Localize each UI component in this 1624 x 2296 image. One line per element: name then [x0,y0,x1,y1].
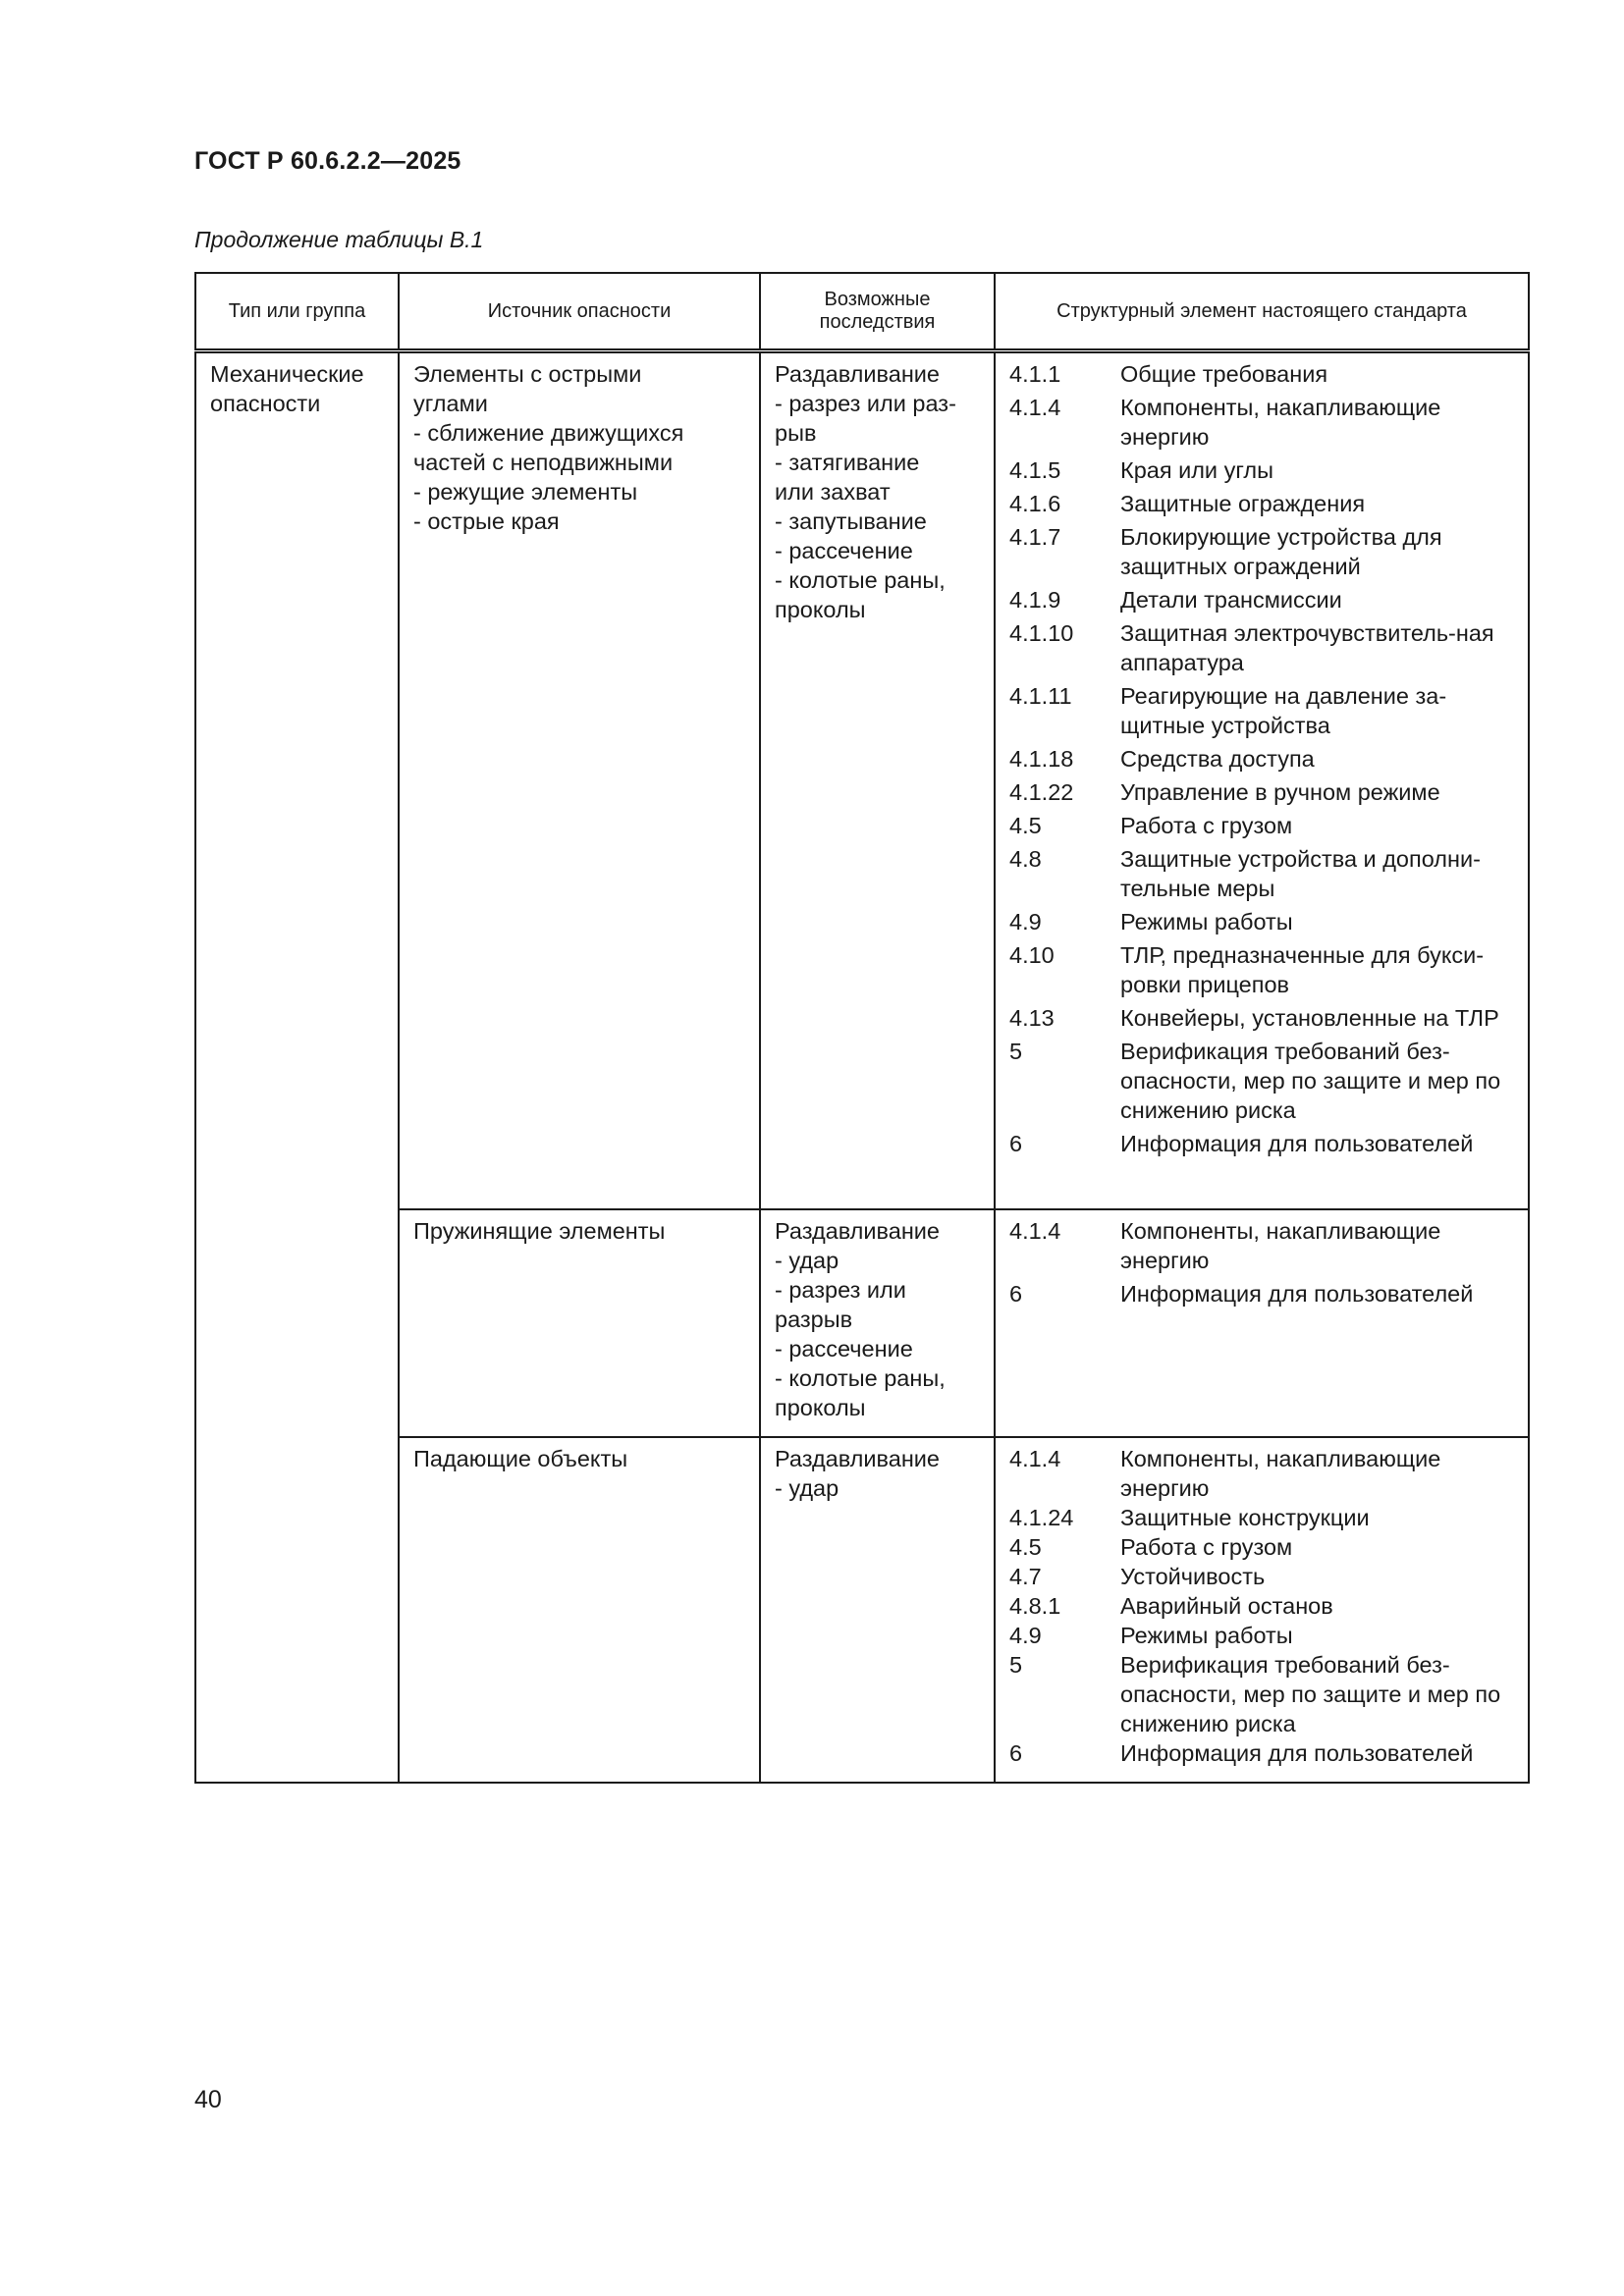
standard-element-ref: 4.1.4 Компоненты, накапливающие энергию [1009,395,1441,450]
document-title: ГОСТ Р 60.6.2.2—2025 [194,147,461,175]
standard-element-ref: 4.1.1 Общие требования [1009,361,1328,387]
table-row [195,351,1529,1209]
standard-element-ref: 5 Верификация требований без-опасности, мер по защите и мер по снижению риска [1009,1651,1501,1736]
standard-element-ref: 4.7 Устойчивость [1009,1563,1266,1589]
standard-element-ref: 5 Верификация требований без-опасности, мер по защите и мер по снижению риска [1009,1039,1501,1123]
standard-element-ref: 4.5 Работа с грузом [1009,813,1293,838]
standard-element-ref: 4.8.1 Аварийный останов [1009,1592,1333,1619]
table-header-row [195,273,1529,351]
hazard-source-cell: Элементы с острыми углами - сближение движущихся частей с неподвижными - режущие элементы - острые края [399,351,760,1209]
standard-element-ref: 4.1.5 Края или углы [1009,457,1273,483]
standard-element-ref: 4.1.11 Реагирующие на давление за-щитные устройства [1009,683,1447,738]
standard-element-ref: 6 Информация для пользователей [1009,1131,1474,1156]
standard-element-ref: 4.1.18 Средства доступа [1009,746,1315,772]
column-header-type: Тип или группа [195,273,399,351]
page-number: 40 [194,2086,222,2113]
standard-element-ref: 4.1.9 Детали трансмиссии [1009,587,1342,613]
standard-element-ref: 4.1.10 Защитная электрочувствитель-ная аппаратура [1009,620,1494,675]
standard-element-ref: 4.9 Режимы работы [1009,909,1293,934]
consequences-cell: Раздавливание - разрез или раз- рыв - затягивание или захват - запутывание - рассечение - колотые раны, проколы [760,351,995,1209]
standard-element-ref: 4.9 Режимы работы [1009,1622,1293,1648]
standard-element-ref: 4.1.4 Компоненты, накапливающие энергию [1009,1445,1441,1501]
standard-element-ref: 4.1.4 Компоненты, накапливающие энергию [1009,1217,1441,1273]
column-header-standard-element: Структурный элемент настоящего стандарта [995,273,1529,351]
column-header-source: Источник опасности [399,273,760,351]
hazards-table [194,272,1530,1784]
standard-element-ref: 4.5 Работа с грузом [1009,1533,1293,1560]
standard-elements-cell [995,1209,1529,1437]
standard-element-ref: 4.1.6 Защитные ограждения [1009,491,1366,516]
standard-element-ref: 4.1.7 Блокирующие устройства для защитных ограждений [1009,524,1442,579]
hazard-source-cell: Пружинящие элементы [399,1209,760,1437]
standard-element-ref: 4.1.22 Управление в ручном режиме [1009,779,1440,805]
standard-element-ref: 6 Информация для пользователей [1009,1280,1474,1307]
standard-element-ref: 6 Информация для пользователей [1009,1739,1474,1766]
standard-elements-cell [995,1437,1529,1783]
column-header-consequences: Возможные последствия [760,273,995,351]
standard-element-ref: 4.1.24 Защитные конструкции [1009,1504,1370,1530]
standard-elements-cell [995,351,1529,1209]
consequences-cell: Раздавливание - удар - разрез или разрыв - рассечение - колотые раны, проколы [760,1209,995,1437]
hazard-type-cell: Механические опасности [195,351,399,1783]
table-caption: Продолжение таблицы В.1 [194,227,484,252]
standard-element-ref: 4.10 ТЛР, предназначенные для букси-ровки прицепов [1009,942,1485,997]
standard-element-ref: 4.8 Защитные устройства и дополни-тельные меры [1009,846,1481,901]
standard-element-ref: 4.13 Конвейеры, установленные на ТЛР [1009,1005,1499,1031]
hazard-source-cell: Падающие объекты [399,1437,760,1783]
consequences-cell: Раздавливание - удар [760,1437,995,1783]
